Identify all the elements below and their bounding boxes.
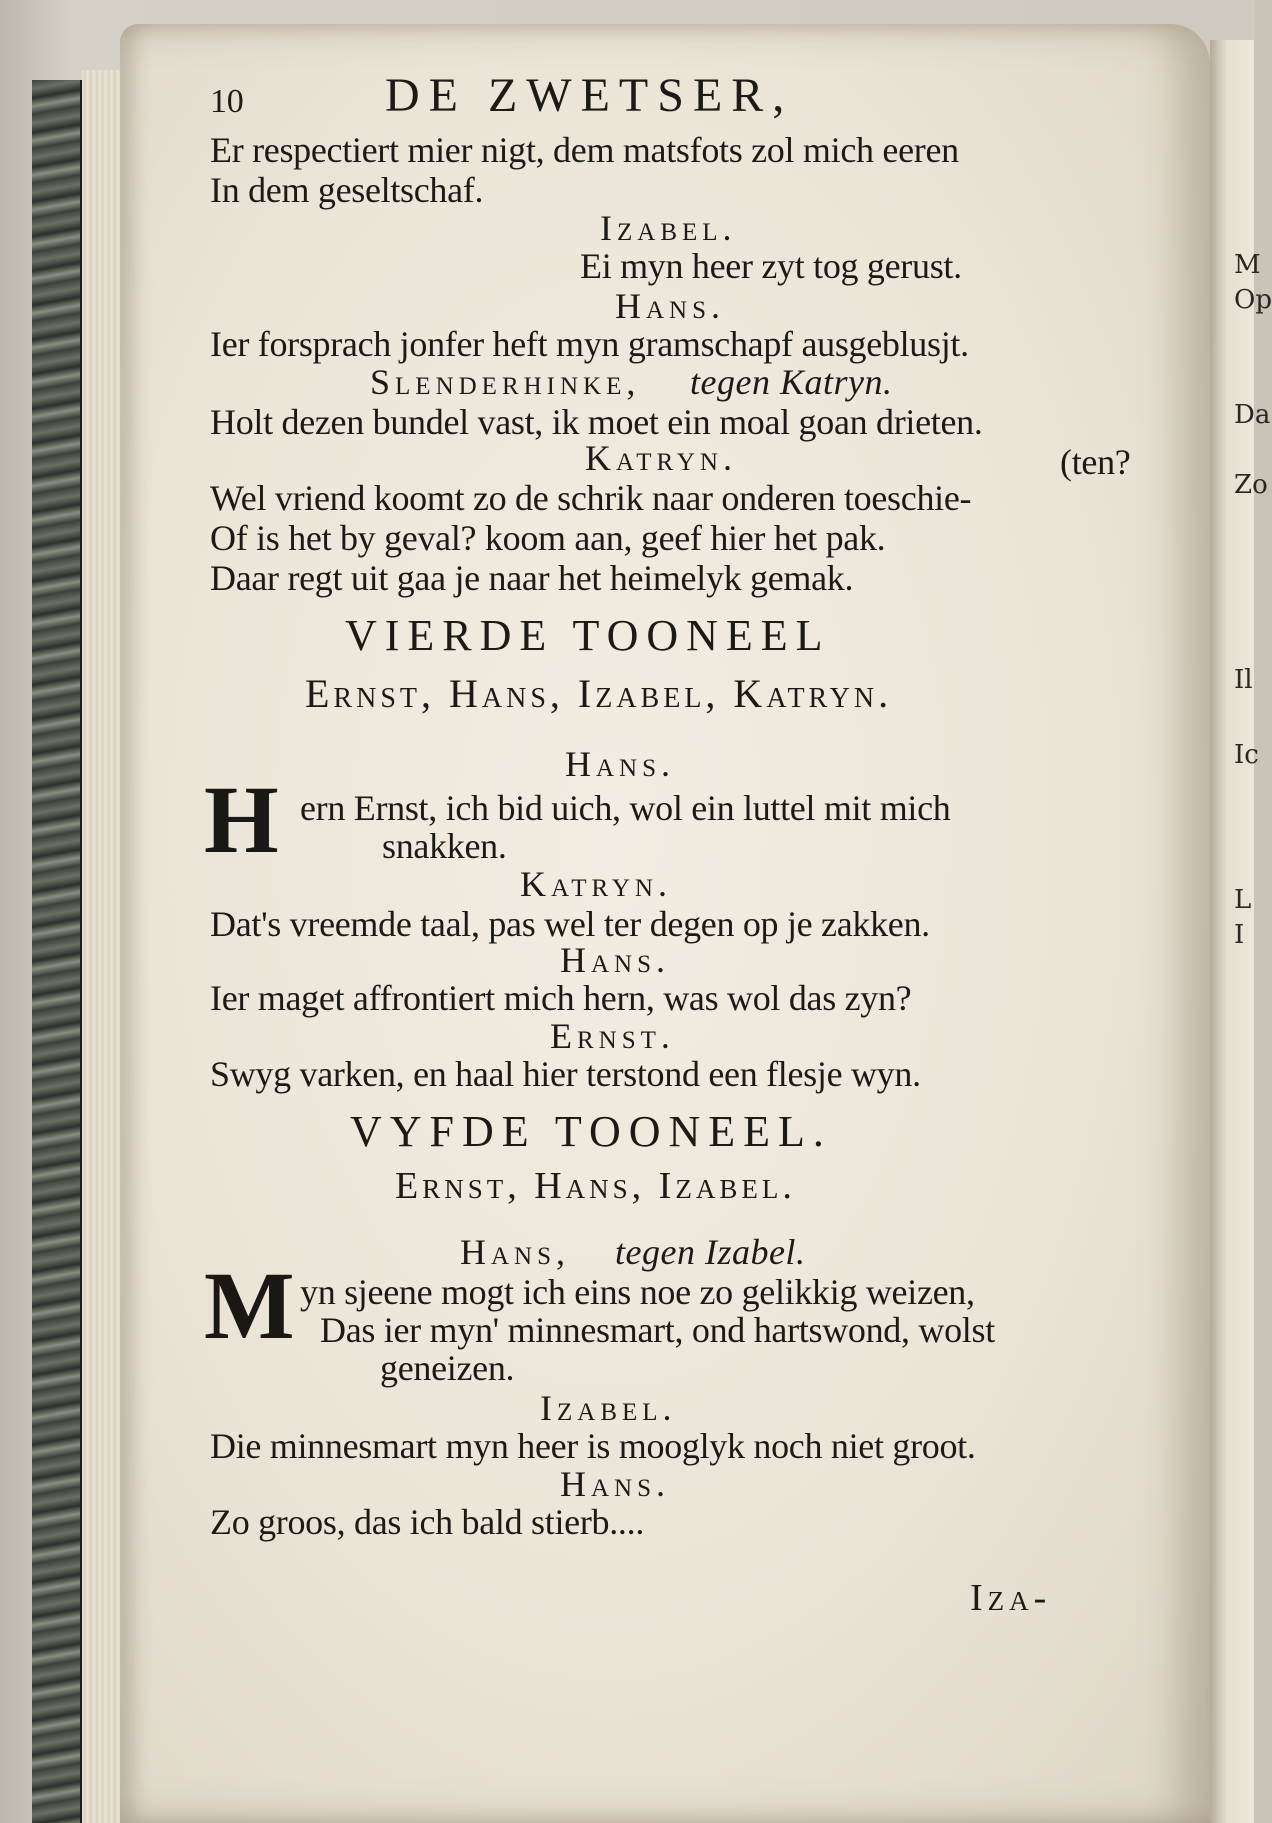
verse-line: Zo groos, das ich bald stierb.... [210, 1502, 645, 1542]
verse-line: Wel vriend koomt zo de schrik naar onderen toeschie- [210, 478, 972, 518]
catchword: Iza- [970, 1577, 1052, 1619]
speaker-name: Hans. [565, 744, 676, 784]
speaker-name: Katryn. [585, 438, 737, 478]
speaker-name: Ernst. [550, 1016, 675, 1056]
speaker-name: Hans. [560, 1464, 671, 1504]
stage-direction: tegen Izabel. [615, 1232, 806, 1272]
facing-page-fragment: Il [1234, 665, 1253, 695]
verse-line: Die minnesmart myn heer is mooglyk noch niet groot. [210, 1426, 976, 1466]
verse-line: geneizen. [380, 1348, 515, 1388]
verse-line: Daar regt uit gaa je naar het heimelyk gemak. [210, 558, 854, 598]
facing-page-fragment: L [1234, 885, 1252, 915]
verse-line: Of is het by geval? koom aan, geef hier het pak. [210, 518, 886, 558]
facing-page-fragment: M [1234, 250, 1261, 280]
speaker-name: Hans. [560, 940, 671, 980]
verse-line: yn sjeene mogt ich eins noe zo gelikkig weizen, [300, 1272, 975, 1312]
stage-direction: tegen Katryn. [690, 362, 893, 402]
scene-cast: Ernst, Hans, Izabel. [395, 1165, 796, 1207]
speaker-name: Izabel. [540, 1388, 677, 1428]
facing-page-fragment: Op [1234, 285, 1272, 315]
verse-line: Swyg varken, en haal hier terstond een flesje wyn. [210, 1054, 921, 1094]
drop-capital: H [204, 766, 279, 873]
page-number: 10 [210, 83, 244, 120]
facing-page-sliver [1210, 40, 1272, 1823]
speaker-name: Hans, [460, 1232, 571, 1272]
verse-line: Holt dezen bundel vast, ik moet ein moal goan drieten. [210, 402, 983, 442]
verse-line: Dat's vreemde taal, pas wel ter degen op je zakken. [210, 904, 930, 944]
speaker-name: Izabel. [600, 208, 737, 248]
marbled-cover-edge [32, 80, 83, 1823]
speaker-name: Slenderhinke, [370, 362, 641, 402]
verse-line: ern Ernst, ich bid uich, wol ein luttel mit mich [300, 788, 951, 828]
facing-page-fragment: Ic [1234, 740, 1259, 770]
running-title: DE ZWETSER, [385, 69, 794, 122]
facing-page-fragment: Da [1234, 400, 1271, 430]
verse-line: snakken. [382, 826, 507, 866]
speaker-name: Hans. [615, 286, 726, 326]
verse-line: In dem geseltschaf. [210, 170, 484, 210]
turnover-fragment: (ten? [1060, 442, 1131, 482]
verse-line: Ei myn heer zyt tog gerust. [580, 246, 962, 286]
speaker-name: Katryn. [520, 864, 672, 904]
facing-page-fragment: Zo [1234, 470, 1268, 500]
verse-line: Ier forsprach jonfer heft myn gramschapf ausgeblusjt. [210, 324, 969, 364]
facing-page-fragment: I [1234, 920, 1245, 950]
scene-title: VIERDE TOONEEL [345, 611, 831, 660]
scene-cast: Ernst, Hans, Izabel, Katryn. [305, 671, 893, 716]
drop-capital: M [204, 1252, 295, 1359]
verse-line: Das ier myn' minnesmart, ond hartswond, wolst [320, 1310, 995, 1350]
verse-line: Er respectiert mier nigt, dem matsfots zol mich eeren [210, 130, 959, 170]
verse-line: Ier maget affrontiert mich hern, was wol das zyn? [210, 978, 912, 1018]
scene-title: VYFDE TOONEEL. [350, 1107, 832, 1156]
